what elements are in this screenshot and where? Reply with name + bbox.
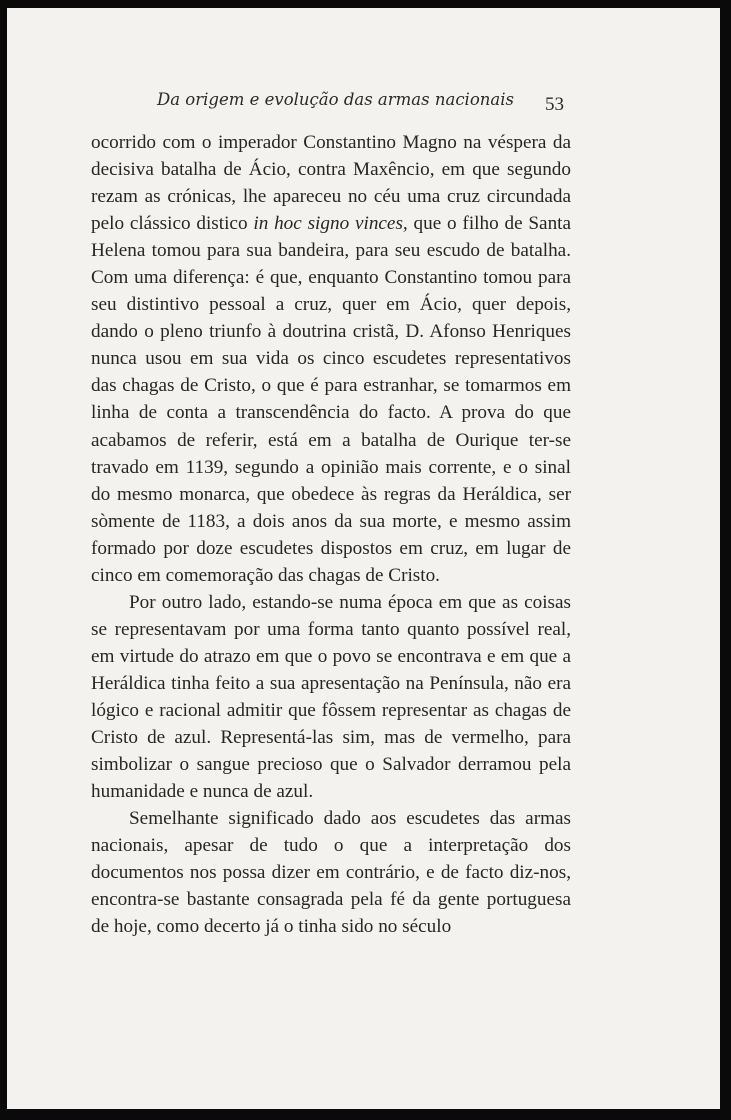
running-title: Da origem e evolução das armas nacionais — [157, 90, 514, 109]
book-page — [7, 8, 720, 1109]
paragraph-2: Por outro lado, estando-se numa época em que as coisas se representavam por uma forma tanto quanto possível real, em virtude do atrazo em que o povo se encontrava e em que a Heráldica tinha feito a sua apresentação na Península, não era lógico e racional admitir que fôssem representar as chagas de Cristo de azul. Representá-las sim, mas de vermelho, para simbolizar o sangue precioso que o Salvador derramou pela humanidade e nunca de azul. — [91, 591, 571, 803]
paragraph-1-part-a: ocorrido com o imperador Constantino Magno na véspera da decisiva batalha de Ácio, contra Maxêncio, em que segundo rezam as crónicas, lhe apareceu no céu uma cruz circundada pelo clássico distico — [91, 132, 571, 235]
page-number: 53 — [545, 94, 564, 115]
paragraph-3: Semelhante significado dado aos escudetes das armas nacionais, apesar de tudo o que a interpretação dos documentos nos possa dizer em contrário, e de facto diz-nos, encontra-se bastante consagrada pela fé da gente portuguesa de hoje, como decerto já o tinha sido no século — [91, 808, 571, 938]
body-text — [91, 129, 571, 940]
latin-motto: in hoc signo vinces, — [253, 213, 408, 235]
paragraph-1-part-b: que o filho de Santa Helena tomou para sua bandeira, para seu escudo de batalha. Com uma diferença: é que, enquanto Constantino tomou para seu distintivo pessoal a cruz, quer em Ácio, quer depois, dando o pleno triunfo à doutrina cristã, D. Afonso Henriques nunca usou em sua vida os cinco escudetes representativos das chagas de Cristo, o que é para estranhar, se tomarmos em linha de conta a transcendência do facto. A prova do que acabamos de referir, está em a batalha de Ourique ter-se travado em 1139, segundo a opinião mais corrente, e o sinal do mesmo monarca, que obedece às regras da Heráldica, ser sòmente de 1183, a dois anos da sua morte, e mesmo assim formado por doze escudetes dispostos em cruz, em lugar de cinco em comemoração das chagas de Cristo. — [91, 213, 572, 586]
running-head — [7, 90, 720, 120]
paragraph-1 — [91, 129, 571, 589]
